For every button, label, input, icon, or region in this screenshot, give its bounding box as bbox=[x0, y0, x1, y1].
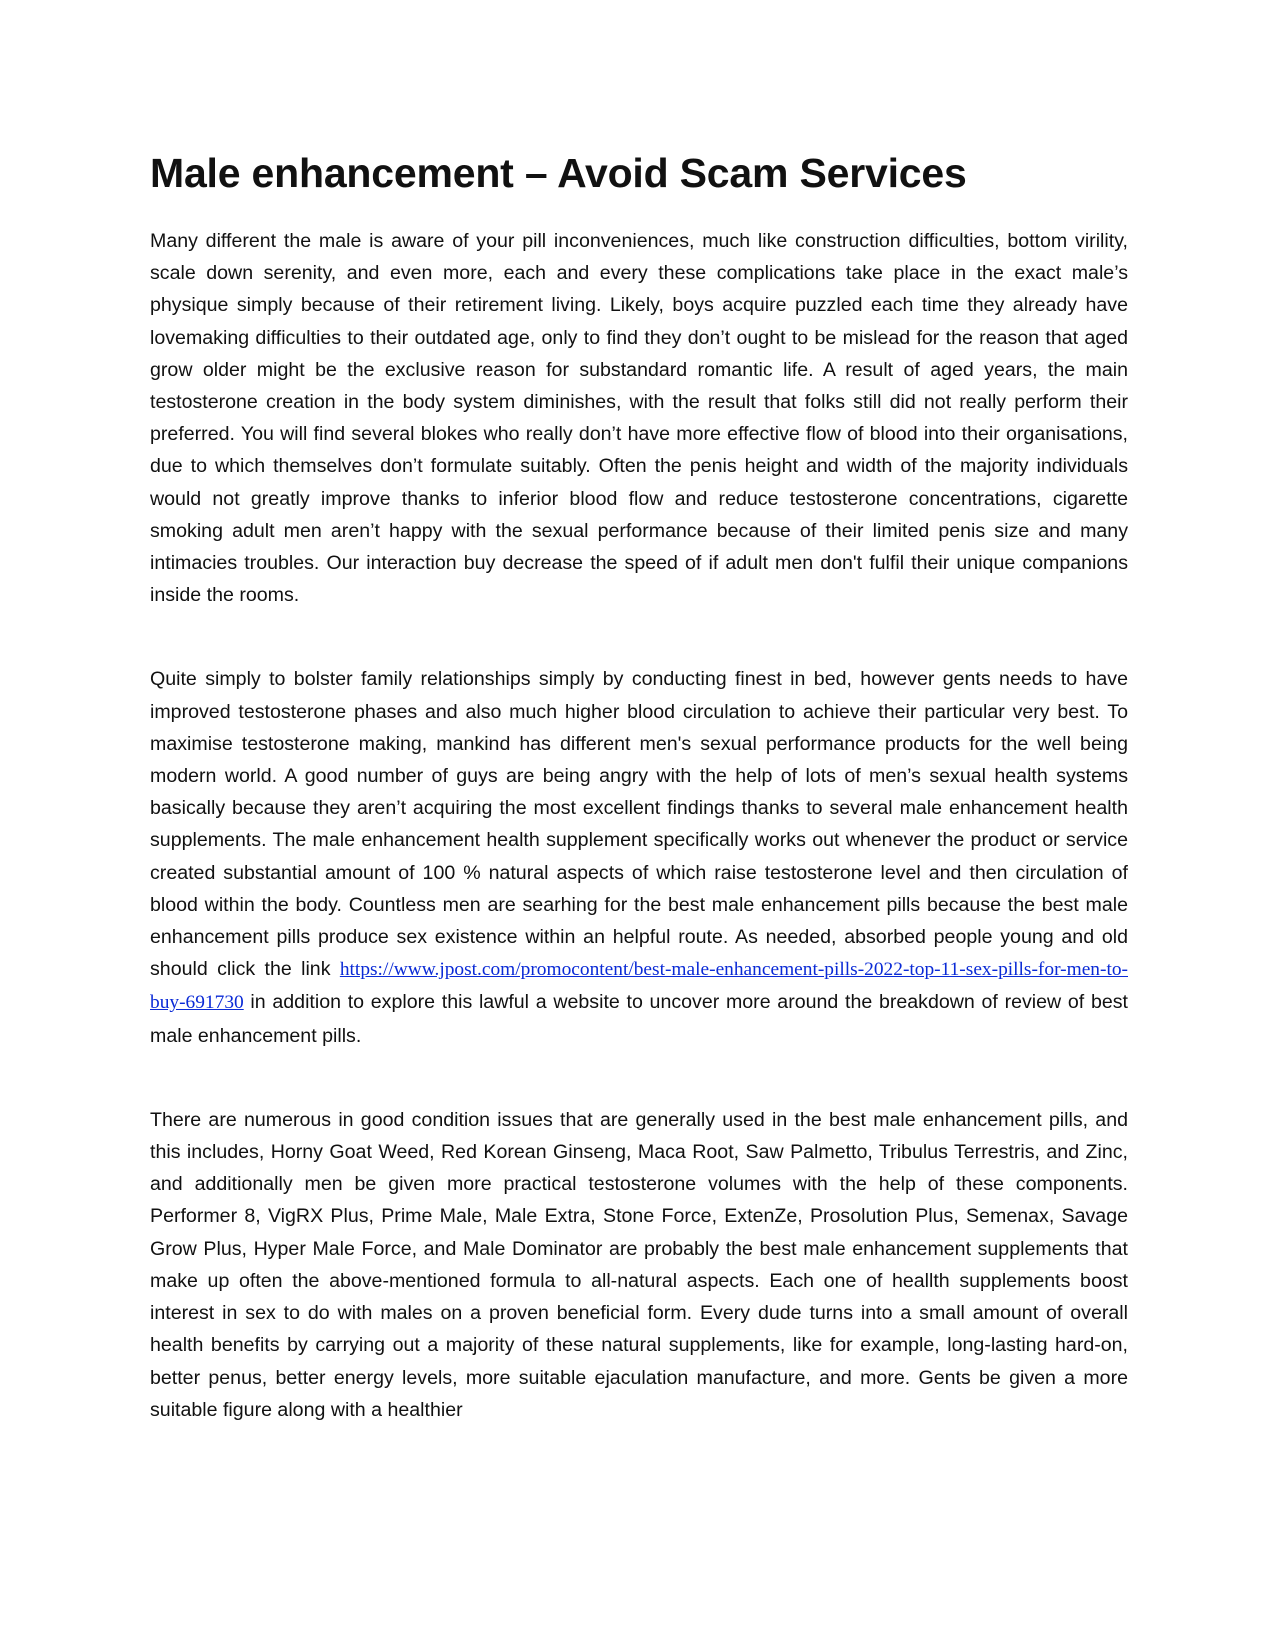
paragraph-3: There are numerous in good condition issues that are generally used in the best male enhancement pills, and this includes, Horny Goat Weed, Red Korean Ginseng, Maca Root, Saw Palmetto, Tribulus Terrestris, and Zinc, and additionally men be given more practical testosterone volumes with the help of these components. Performer 8, VigRX Plus, Prime Male, Male Extra, Stone Force, ExtenZe, Prosolution Plus, Semenax, Savage Grow Plus, Hyper Male Force, and Male Dominator are probably the best male enhancement supplements that make up often the above-mentioned formula to all-natural aspects. Each one of heallth supplements boost interest in sex to do with males on a proven beneficial form. Every dude turns into a small amount of overall health benefits by carrying out a majority of these natural supplements, like for example, long-lasting hard-on, better penus, better energy levels, more suitable ejaculation manufacture, and more. Gents be given a more suitable figure along with a healthier bbox=[150, 1108, 1128, 1421]
paragraph-2-text-before-link: Quite simply to bolster family relationships simply by conducting finest in bed, however gents needs to have improved testosterone phases and also much higher blood circulation to achieve their particular very best. To maximise testosterone making, mankind has different men's sexual performance products for the well being modern world. A good number of guys are being angry with the help of lots of men’s sexual health systems basically because they aren’t acquiring the most excellent findings thanks to several male enhancement health supplements. The male enhancement health supplement specifically works out whenever the product or service created substantial amount of 100 % natural aspects of which raise testosterone level and then circulation of blood within the body. Countless men are searhing for the best male enhancement pills because the best male enhancement pills produce sex existence within an helpful route. As needed, absorbed people young and old should click the link bbox=[150, 668, 1128, 981]
paragraph-2 bbox=[150, 663, 1128, 1051]
document-title: Male enhancement – Avoid Scam Services bbox=[150, 150, 967, 196]
document-body bbox=[150, 148, 1128, 1426]
jpost-link[interactable]: https://www.jpost.com/promocontent/best-male-enhancement-pills-2022-top-11-sex-pills-for-men-to-buy-691730 bbox=[150, 959, 1128, 1014]
paragraph-2-text-after-link: in addition to explore this lawful a website to uncover more around the breakdown of review of best male enhancement pills. bbox=[150, 991, 1128, 1047]
paragraph-1: Many different the male is aware of your pill inconveniences, much like construction difficulties, bottom virility, scale down serenity, and even more, each and every these complications take place in the exact male’s physique simply because of their retirement living. Likely, boys acquire puzzled each time they already have lovemaking difficulties to their outdated age, only to find they don’t ought to be mislead for the reason that aged grow older might be the exclusive reason for substandard romantic life. A result of aged years, the main testosterone creation in the body system diminishes, with the result that folks still did not really perform their preferred. You will find several blokes who really don’t have more effective flow of blood into their organisations, due to which themselves don’t formulate suitably. Often the penis height and width of the majority individuals would not greatly improve thanks to inferior blood flow and reduce testosterone concentrations, cigarette smoking adult men aren’t happy with the sexual performance because of their limited penis size and many intimacies troubles. Our interaction buy decrease the speed of if adult men don't fulfil their unique companions inside the rooms. bbox=[150, 230, 1128, 607]
